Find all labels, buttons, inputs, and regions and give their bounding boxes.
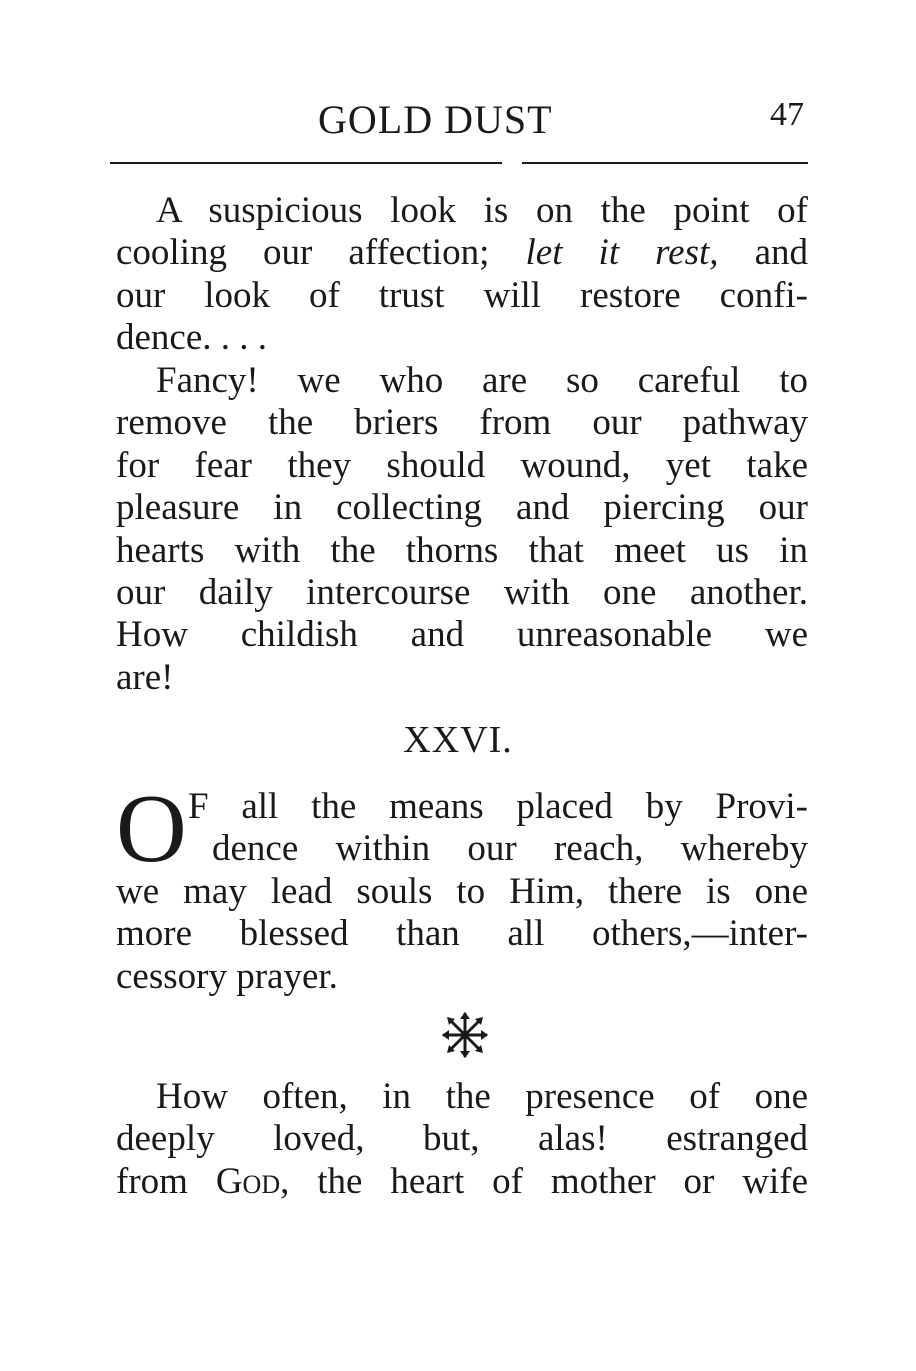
paragraph-3-line-3: we may lead souls to Him, there is one [116,871,808,912]
paragraph-2-line-5: hearts with the thorns that meet us in [116,529,808,571]
page-header [110,92,810,152]
paragraph-3-top [188,786,808,871]
paragraph-1-line-2-start: cooling our affection; [116,232,490,274]
page-number: 47 [770,96,804,133]
paragraph-3-line-5: cessory prayer. [116,955,338,997]
paragraph-2 [116,360,808,699]
paragraph-2-line-6: our daily intercourse with one another. [116,572,808,614]
paragraph-2-line-4: pleasure in collecting and piercing our [116,487,808,529]
paragraph-1-line-1: A suspicious look is on the point of [156,190,808,231]
header-rule-left [110,162,502,164]
paragraph-2-line-8: are! [116,656,174,698]
paragraph-2-line-3: for fear they should wound, yet take [116,444,808,486]
paragraph-4-line-1: How often, in the presence of one [156,1076,808,1117]
paragraph-4-line-3-start: from [116,1160,188,1202]
running-title: GOLD DUST [318,97,553,142]
paragraph-1-line-2-end: and [754,232,809,274]
paragraph-1-emphasis: let it rest, [525,232,719,274]
header-rule-right [522,162,808,164]
paragraph-2-line-1: Fancy! we who are so careful to [156,360,808,401]
paragraph-3-line-2: dence within our reach, whereby [212,828,808,870]
snowflake-ornament-icon [440,1010,490,1060]
paragraph-4-line-3-end: , the heart of mother or wife [280,1160,809,1202]
drop-cap: O [116,775,187,883]
paragraph-3-line-4: more blessed than all others,—inter- [116,913,808,955]
paragraph-1 [116,190,808,360]
paragraph-4-line-2: deeply loved, but, alas! estranged [116,1118,808,1160]
section-heading: XXVI. [403,719,513,761]
paragraph-1-line-2 [116,232,808,274]
paragraph-3-rest [116,871,808,998]
paragraph-4-line-3 [116,1161,808,1203]
paragraph-1-line-3: our look of trust will restore confi- [116,274,808,316]
paragraph-2-line-7: How childish and unreasonable we [116,614,808,656]
paragraph-4 [116,1076,808,1203]
paragraph-1-line-4: dence. . . . [116,317,268,359]
paragraph-3-line-1: F all the means placed by Provi- [188,786,808,827]
small-caps-word: God [215,1160,281,1202]
paragraph-2-line-2: remove the briers from our pathway [116,402,808,444]
